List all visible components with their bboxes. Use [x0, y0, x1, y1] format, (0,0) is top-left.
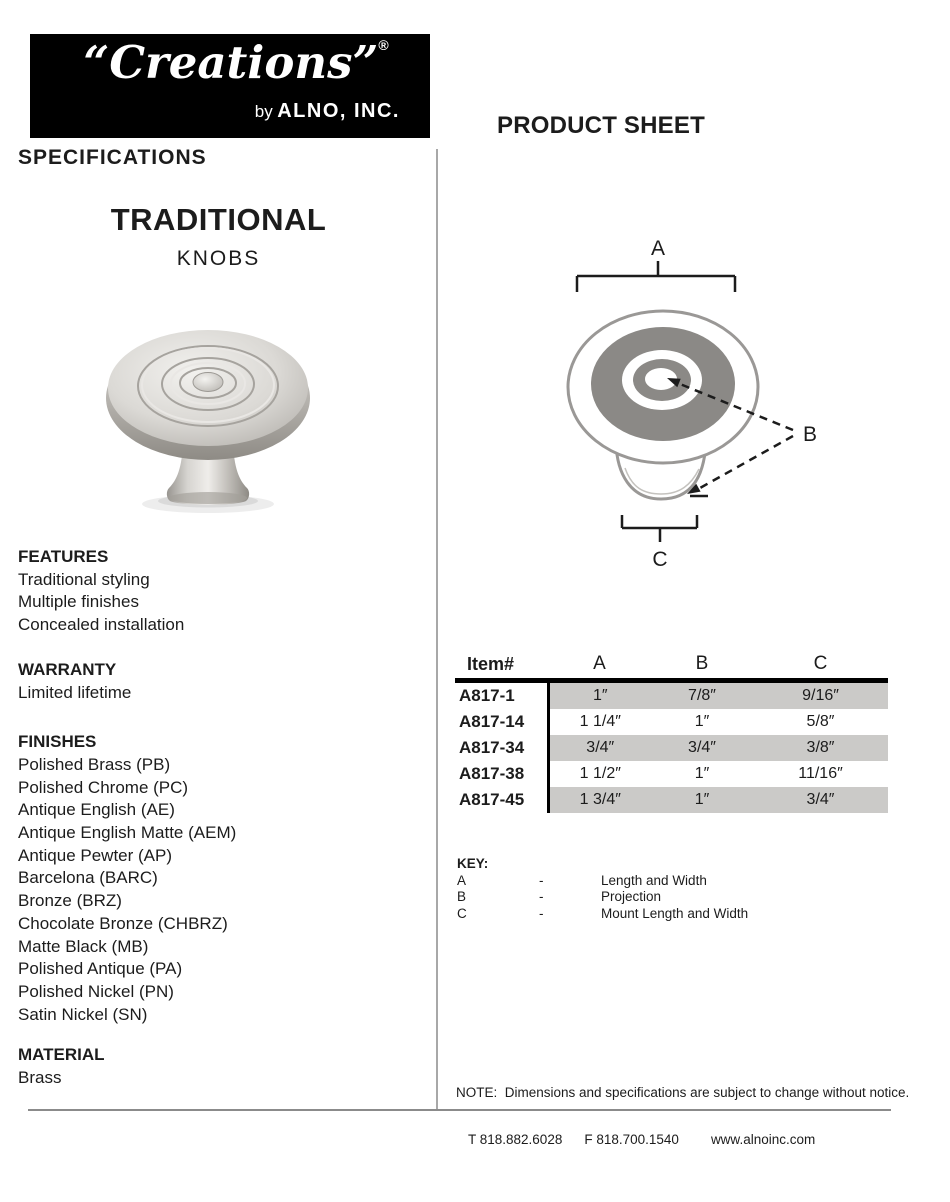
brand-name-text: “Creations”: [83, 36, 379, 89]
cell-item: A817-1: [455, 681, 548, 710]
finishes-heading: FINISHES: [18, 732, 97, 752]
cell-b: 7/8″: [651, 681, 753, 710]
registered-mark: ®: [378, 37, 389, 53]
table-row: [455, 787, 888, 813]
finish-item: Barcelona (BARC): [18, 868, 158, 888]
table-row: [455, 681, 888, 710]
finish-item: Bronze (BRZ): [18, 891, 122, 911]
cell-a: 1 3/4″: [548, 787, 651, 813]
cell-c: 9/16″: [753, 681, 888, 710]
footer-contact: [468, 1132, 815, 1147]
dimension-key: [457, 856, 748, 922]
cell-b: 1″: [694, 765, 710, 782]
cell-a: 1 1/2″: [548, 761, 651, 787]
brand-name: [52, 36, 420, 89]
knob-product-photo: [90, 292, 325, 522]
cell-item: A817-45: [455, 787, 548, 813]
key-dash: -: [539, 872, 544, 888]
finish-item: Antique Pewter (AP): [18, 845, 173, 865]
table-header-row: [455, 650, 888, 681]
header-a: A: [548, 650, 651, 681]
key-desc: Length and Width: [601, 872, 707, 888]
warranty-section: [18, 659, 418, 704]
finish-item: Antique English (AE): [18, 800, 175, 820]
finish-item: Polished Brass (PB): [18, 754, 171, 774]
key-label: A: [457, 872, 467, 888]
finish-item: Polished Antique (PA): [18, 959, 183, 979]
features-section: [18, 546, 418, 637]
key-label: C: [457, 905, 467, 921]
header-b: B: [651, 650, 753, 681]
specifications-heading: SPECIFICATIONS: [18, 146, 207, 169]
brand-byline-by: by: [254, 102, 273, 121]
cell-a: 1″: [548, 681, 651, 710]
finish-item: Antique English Matte (AEM): [18, 823, 237, 843]
product-subtitle: KNOBS: [176, 247, 261, 270]
cell-b: 1″: [694, 713, 710, 730]
warranty-heading: WARRANTY: [18, 659, 117, 679]
cell-a: 3/4″: [548, 735, 651, 761]
diagram-label-c: C: [652, 548, 668, 571]
header-item: Item#: [455, 650, 548, 681]
cell-a: 1 1/4″: [548, 709, 651, 735]
cell-c: 3/8″: [753, 735, 888, 761]
feature-item: Multiple finishes: [18, 592, 139, 612]
key-dash: -: [539, 889, 544, 904]
table-row: [455, 735, 888, 761]
diagram-bracket-c: [622, 515, 697, 542]
cell-c: 11/16″: [798, 765, 843, 782]
finish-item: Chocolate Bronze (CHBRZ): [18, 913, 228, 933]
footer-website: www.alnoinc.com: [710, 1132, 816, 1147]
finish-item: Polished Nickel (PN): [18, 981, 174, 1001]
material-section: [18, 1044, 418, 1089]
key-desc: Mount Length and Width: [601, 905, 749, 921]
key-row: [457, 906, 748, 923]
material-item: Brass: [18, 1068, 62, 1088]
key-row: [457, 889, 748, 906]
cell-c: 3/4″: [753, 787, 888, 813]
diagram-bracket-a: [577, 261, 735, 292]
finishes-section: [18, 731, 418, 1026]
finish-item: Polished Chrome (PC): [18, 777, 189, 797]
cell-item: A817-14: [455, 709, 548, 735]
feature-item: Concealed installation: [18, 615, 185, 635]
brand-logo: [30, 34, 430, 138]
key-desc: Projection: [601, 889, 662, 904]
footer-divider-line: [28, 1109, 891, 1111]
cell-b: 1″: [651, 787, 753, 813]
footer-phone: T 818.882.6028: [468, 1132, 563, 1147]
key-label: B: [457, 889, 467, 904]
cell-b: 3/4″: [651, 735, 753, 761]
brand-byline-company: ALNO, INC.: [277, 100, 400, 122]
features-heading: FEATURES: [18, 547, 109, 566]
cell-item: A817-38: [455, 761, 548, 787]
dimensions-table: [455, 650, 888, 813]
column-divider-line: [436, 149, 438, 1110]
header-c: C: [753, 650, 888, 681]
diagram-label-a: A: [650, 237, 666, 260]
left-spec-lists: [18, 546, 418, 1090]
cell-item: A817-34: [455, 735, 548, 761]
brand-byline: [255, 100, 400, 123]
table-row: [455, 709, 888, 735]
cell-c: 5/8″: [806, 713, 835, 730]
table-row: [455, 761, 888, 787]
feature-item: Traditional styling: [18, 569, 150, 589]
disclaimer-note: NOTE: Dimensions and specifications are subject to change without notice.: [456, 1085, 910, 1100]
key-row: [457, 873, 748, 890]
warranty-item: Limited lifetime: [18, 682, 132, 702]
key-dash: -: [539, 905, 544, 921]
knob-dimension-diagram: [530, 228, 840, 576]
finish-item: Matte Black (MB): [18, 936, 149, 956]
diagram-label-b: B: [803, 423, 818, 446]
finish-item: Satin Nickel (SN): [18, 1004, 148, 1024]
footer-fax: F 818.700.1540: [584, 1132, 679, 1147]
material-heading: MATERIAL: [18, 1045, 105, 1065]
key-heading: KEY:: [457, 856, 489, 871]
product-title: TRADITIONAL: [110, 202, 327, 237]
product-sheet-heading: PRODUCT SHEET: [497, 112, 705, 139]
